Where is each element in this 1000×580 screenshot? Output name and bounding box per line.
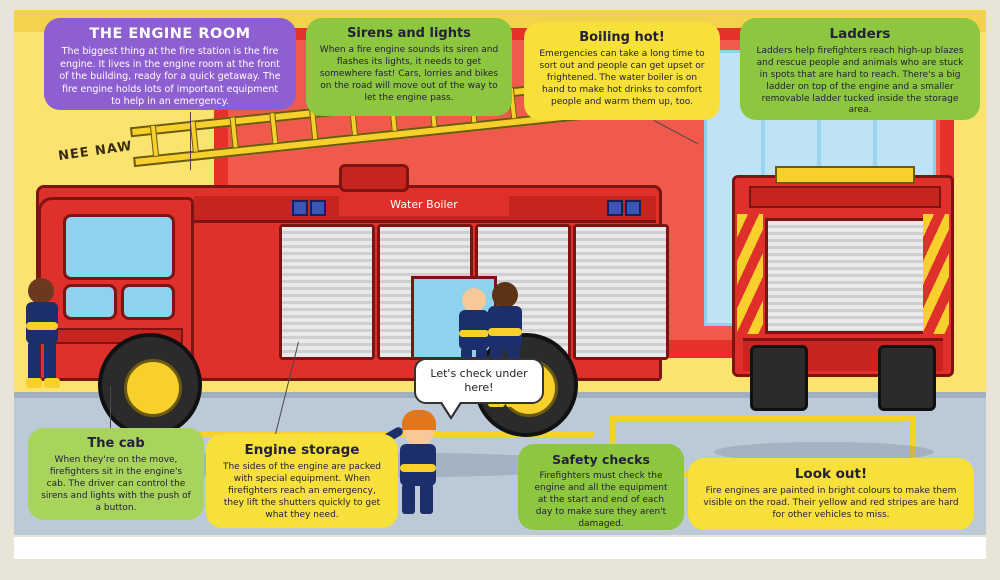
rear-chevron-left — [737, 214, 763, 334]
rear-roof-bar — [749, 186, 941, 208]
callout-body: Firefighters must check the engine and all the equipment at the start and end of each day to make sure they aren't damaged. — [534, 471, 668, 529]
head — [492, 282, 518, 308]
callout-title: Safety checks — [552, 452, 650, 467]
callout-title: Look out! — [794, 466, 868, 482]
hair — [402, 410, 436, 430]
hi-vis-stripe — [488, 328, 522, 336]
callout-safety-checks — [518, 444, 684, 530]
leader-line-cab — [110, 386, 111, 432]
page-bottom-strip — [14, 537, 986, 559]
cab-side-window-2 — [121, 284, 175, 320]
storage-shutter-4[interactable] — [573, 224, 669, 360]
fire-engine-rear-view — [732, 175, 948, 415]
cab-side-window-1 — [63, 284, 117, 320]
rear-chevron-right — [923, 214, 949, 334]
leg-right — [420, 484, 433, 514]
callout-title: Ladders — [829, 26, 891, 42]
callout-title: Sirens and lights — [347, 26, 471, 41]
callout-body: Ladders help firefighters reach high-up blazes and rescue people and animals who are stuck in spots that are hard to reach. There's a big ladder on top of the engine and a smaller removable ladder tucked inside the storage area. — [756, 46, 964, 116]
rear-shutter — [765, 218, 927, 334]
speech-text: Let's check under here! — [430, 367, 528, 394]
hi-vis-stripe — [26, 322, 58, 330]
shutter-slats — [282, 227, 372, 357]
callout-the-cab — [28, 428, 204, 520]
callout-body: The sides of the engine are packed with special equipment. When firefighters reach an emergency, they lift the shutters quickly to get what they need. — [222, 462, 382, 520]
roof-reel — [339, 164, 409, 192]
blue-light-left — [292, 200, 308, 216]
callout-title: Boiling hot! — [579, 30, 665, 45]
callout-body: The biggest thing at the fire station is the fire engine. It lives in the engine room at the front of the building, ready for a quick getaway. The fire engine holds lots of important equipment to help in an emergency. — [59, 46, 281, 108]
callout-look-out — [688, 458, 974, 530]
floor-marking — [614, 416, 914, 421]
fire-engine-side-view — [36, 185, 656, 415]
callout-body: When a fire engine sounds its siren and flashes its lights, it needs to get somewhere fast! Cars, lorries and bikes on the road will move out of the way to let the engine pass. — [319, 45, 499, 103]
callout-sirens-and-lights — [306, 18, 512, 116]
callout-boiling-hot — [524, 22, 720, 120]
callout-body: Emergencies can take a long time to sort out and people can get upset or frightened. The water boiler is on hand to make hot drinks to comfort people and warm them up, too. — [539, 49, 705, 107]
hi-vis-stripe — [400, 464, 436, 472]
blue-light-left-2 — [310, 200, 326, 216]
child-firefighter-pointing — [390, 406, 446, 516]
sound-effect-text: NEE NAW — [57, 138, 134, 165]
leg-left — [402, 484, 415, 514]
callout-body: When they're on the move, firefighters sit in the engine's cab. The driver can control the sirens and lights with the push of a button. — [41, 455, 191, 513]
boot-left — [26, 378, 42, 388]
callout-title: The cab — [87, 436, 145, 451]
blue-light-right — [607, 200, 623, 216]
front-wheel — [98, 333, 202, 437]
callout-ladders — [740, 18, 980, 120]
shutter-slats — [576, 227, 666, 357]
water-boiler-label: Water Boiler — [339, 194, 509, 216]
callout-title: THE ENGINE ROOM — [89, 26, 251, 42]
callout-title: Engine storage — [244, 442, 360, 458]
leader-line-engine-room — [190, 112, 191, 170]
wheel-hub — [124, 359, 182, 417]
boot-right — [44, 378, 60, 388]
callout-body: Fire engines are painted in bright colours to make them visible on the road. Their yellow and red stripes are hard for other vehicles to miss. — [703, 486, 959, 520]
callout-engine-room — [44, 18, 296, 110]
cab-windscreen — [63, 214, 175, 280]
storage-shutter-1[interactable] — [279, 224, 375, 360]
rear-wheel-left — [750, 345, 808, 411]
rear-wheel-right — [878, 345, 936, 411]
speech-bubble — [414, 358, 544, 404]
rear-ladder-rack — [775, 166, 915, 184]
firefighter-climbing-cab — [20, 278, 66, 390]
shutter-slats — [768, 221, 924, 331]
head — [28, 278, 54, 304]
callout-engine-storage — [206, 434, 398, 528]
blue-light-right-2 — [625, 200, 641, 216]
